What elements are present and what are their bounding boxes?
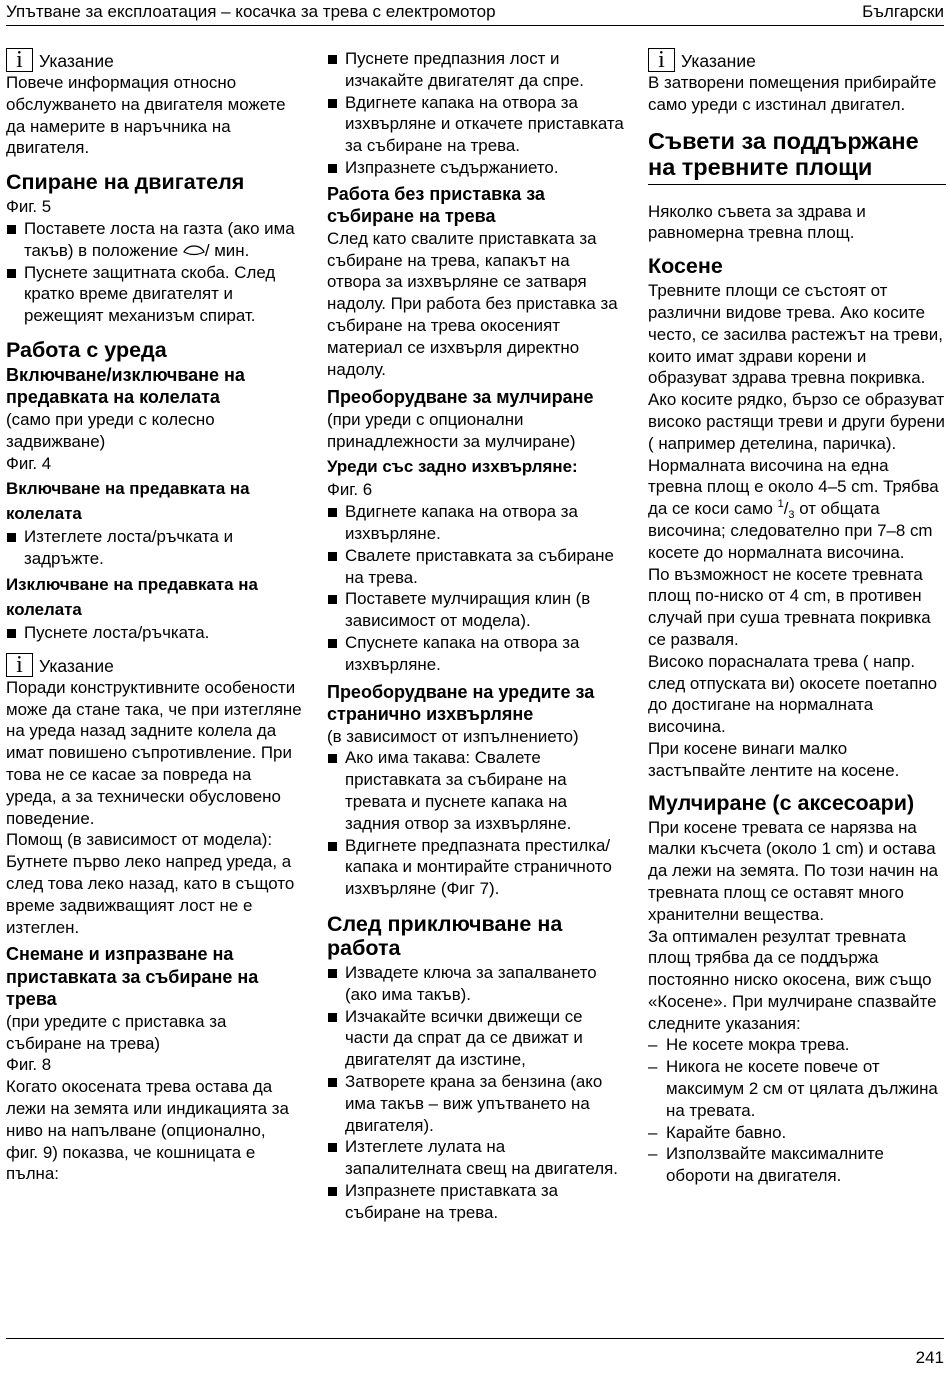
- figure-ref: Фиг. 8: [6, 1055, 52, 1075]
- page-header: [6, 2, 944, 26]
- note-text: Помощ (в зависимост от модела): Бутнете първо леко напред уреда, а след това леко назад, като в същото време задвижващият лост не е изтеглен.: [6, 830, 295, 937]
- paragraph: За оптимален резултат тревната площ трябва да се поддържа постоянно ниско окосена, виж също «Косене». При мулчиране спазвайте следните указания:: [648, 926, 937, 1033]
- section-heading: Работа без приставка за събиране на трева: [327, 183, 545, 227]
- list-item: Изтеглете лоста/ръчката и задръжте.: [6, 526, 302, 570]
- section-heading: Работа с уреда: [6, 337, 167, 362]
- header-title: Упътване за експлоатация – косачка за трева с електромотор: [6, 2, 496, 21]
- list-item: Ако има такава: Свалете приставката за събиране на тревата и пуснете капака на задния отвор за изхвърляне.: [327, 747, 625, 834]
- section-heading: Мулчиране (с аксесоари): [648, 790, 915, 815]
- fraction-numerator: 1: [777, 498, 784, 511]
- bullet-list: [6, 526, 302, 570]
- paragraph: Когато окосената трева остава да лежи на земята или индикацията за ниво на напълване (опционално, фиг. 9) показва, че кошницата е пълна:: [6, 1077, 289, 1184]
- note-text: Повече информация относно обслужването на двигателя можете да намерите в наръчника на двигателя.: [6, 73, 286, 158]
- column-2: [327, 48, 625, 1224]
- list-item: Поставете лоста на газта (ако има такъв) в положение / мин.: [6, 218, 302, 262]
- list-item: Извадете ключа за запалването (ако има такъв).: [327, 962, 625, 1006]
- bullet-list: [6, 622, 302, 644]
- list-item: – Никога не косете повече от максимум 2 см от цялата дължина на тревата.: [648, 1056, 946, 1121]
- subsection-heading: Изключване на предавката на колелата: [6, 574, 258, 619]
- list-item: Свалете приставката за събиране на трева.: [327, 545, 625, 589]
- list-item: Вдигнете капака на отвора за изхвърляне.: [327, 501, 625, 545]
- figure-ref: Фиг. 5: [6, 197, 52, 217]
- bullet-list: [327, 48, 625, 179]
- dash-list: [648, 1034, 946, 1187]
- subsection-heading: Уреди със задно изхвърляне:: [327, 457, 578, 477]
- bullet-list: [327, 962, 625, 1224]
- note-heading: [648, 48, 946, 72]
- list-item: Пуснете предпазния лост и изчакайте двигателят да спре.: [327, 48, 625, 92]
- choke-symbol-icon: [183, 245, 205, 257]
- section-heading: Спиране на двигателя: [6, 170, 245, 195]
- paragraph: (при уредите с приставка за събиране на трева): [6, 1011, 227, 1053]
- header-language: Български: [862, 2, 944, 21]
- note-text: В затворени помещения прибирайте само уреди с изстинал двигател.: [648, 73, 937, 114]
- bullet-list: [327, 747, 625, 900]
- paragraph: При косене тревата се нарязва на малки късчета (около 1 cm) и остава да лежи на земята. По този начин на тревната площ се оставят много хранителни вещества.: [648, 817, 939, 924]
- column-3: [648, 48, 946, 1187]
- paragraph: При косене винаги малко застъпвайте лентите на косене.: [648, 738, 900, 780]
- note-heading: [6, 48, 302, 72]
- list-item: Затворете крана за бензина (ако има такъв – виж упътването на двигателя).: [327, 1071, 625, 1136]
- paragraph: Тревните площи се състоят от различни видове трева. Ако косите често, се засилва растежът на треви, които имат здрави корени и образуват здрава тревна покривка. Ако косите рядко, бързо се образуват високо растящи треви и други бурени ( например детелина, паричка).: [648, 281, 945, 453]
- info-icon: [6, 653, 33, 677]
- figure-ref: Фиг. 4: [6, 453, 52, 473]
- fraction-denominator: 3: [788, 509, 795, 522]
- section-heading: След приключване на работа: [327, 912, 563, 960]
- column-1: [6, 48, 302, 1185]
- list-item: Изтеглете лулата на запалителната свещ на двигателя.: [327, 1136, 625, 1180]
- note-label: Указание: [681, 51, 756, 71]
- page-number: 241: [915, 1348, 944, 1367]
- list-item: Пуснете защитната скоба. След кратко време двигателят и режещият механизъм спират.: [6, 262, 302, 327]
- section-heading: Преоборудване за мулчиране: [327, 387, 594, 408]
- note-label: Указание: [39, 51, 114, 71]
- paragraph: След като свалите приставката за събиране на трева, капакът на отвора за изхвърляне се затваря надолу. При работа без приставка за събиране на трева окосеният материал се изхвърля директно надолу.: [327, 228, 618, 379]
- bullet-list: [6, 218, 302, 327]
- note-label: Указание: [39, 655, 114, 676]
- subsection-heading: Включване на предавката на колелата: [6, 479, 250, 524]
- section-heading: Снемане и изпразване на приставката за събиране на трева: [6, 944, 259, 1010]
- list-item: Изчакайте всички движещи се части да спрат да се движат и двигателят да изстине,: [327, 1006, 625, 1071]
- list-item: Пуснете лоста/ръчката.: [6, 622, 302, 644]
- list-item: – Не косете мокра трева.: [648, 1034, 946, 1056]
- list-item: Поставете мулчиращия клин (в зависимост от модела).: [327, 588, 625, 632]
- list-item: – Карайте бавно.: [648, 1122, 946, 1144]
- list-item: Спуснете капака на отвора за изхвърляне.: [327, 632, 625, 676]
- list-item: – Използвайте максималните обороти на двигателя.: [648, 1143, 946, 1187]
- section-heading: Преоборудване на уредите за странично изхвърляне: [327, 681, 595, 725]
- fraction-slash: /: [783, 499, 789, 519]
- list-item: Вдигнете предпазната престилка/капака и монтирайте страничното изхвърляне (Фиг 7).: [327, 835, 625, 900]
- paragraph: Няколко съвета за здрава и равномерна тревна площ.: [648, 201, 866, 243]
- footer-divider: [6, 1338, 944, 1339]
- paragraph: (в зависимост от изпълнението): [327, 726, 579, 746]
- list-item: Изпразнете съдържанието.: [327, 157, 625, 179]
- paragraph: По възможност не косете тревната площ по-ниско от 4 cm, в противен случай при суша тревната покривка се разваля.: [648, 564, 931, 649]
- figure-ref: Фиг. 6: [327, 480, 373, 500]
- note-heading: [6, 653, 302, 677]
- bullet-list: [327, 501, 625, 675]
- section-heading: Косене: [648, 254, 723, 279]
- paragraph: Нормалната височина на една тревна площ е около 4–5 cm. Трябва да се коси само $^1/_3$ от общата височина; следователно при 7–8 cm косете до нормалната височина.: [648, 455, 939, 562]
- info-icon: [6, 48, 33, 72]
- section-heading: Съвети за поддържане на тревните площи: [648, 128, 946, 185]
- list-item: Вдигнете капака на отвора за изхвърляне и откачете приставката за събиране на трева.: [327, 92, 625, 157]
- paragraph: Високо порасналата трева ( напр. след отпуската ви) окосете поетапно до достигане на нормалната височина.: [648, 651, 938, 737]
- info-icon: [648, 48, 675, 72]
- list-item: Изпразнете приставката за събиране на трева.: [327, 1180, 625, 1224]
- paragraph: (при уреди с опционални принадлежности за мулчиране): [327, 409, 576, 451]
- note-text: Поради конструктивните особености може да стане така, че при изтегляне на уреда назад задните колела да имат повишено съпротивление. При това не се касае за повреда на уреда, а за технически обусловено поведение.: [6, 677, 302, 828]
- paragraph: (само при уреди с колесно задвижване): [6, 409, 215, 451]
- subsection-heading: Включване/изключване на предавката на колелата: [6, 364, 245, 408]
